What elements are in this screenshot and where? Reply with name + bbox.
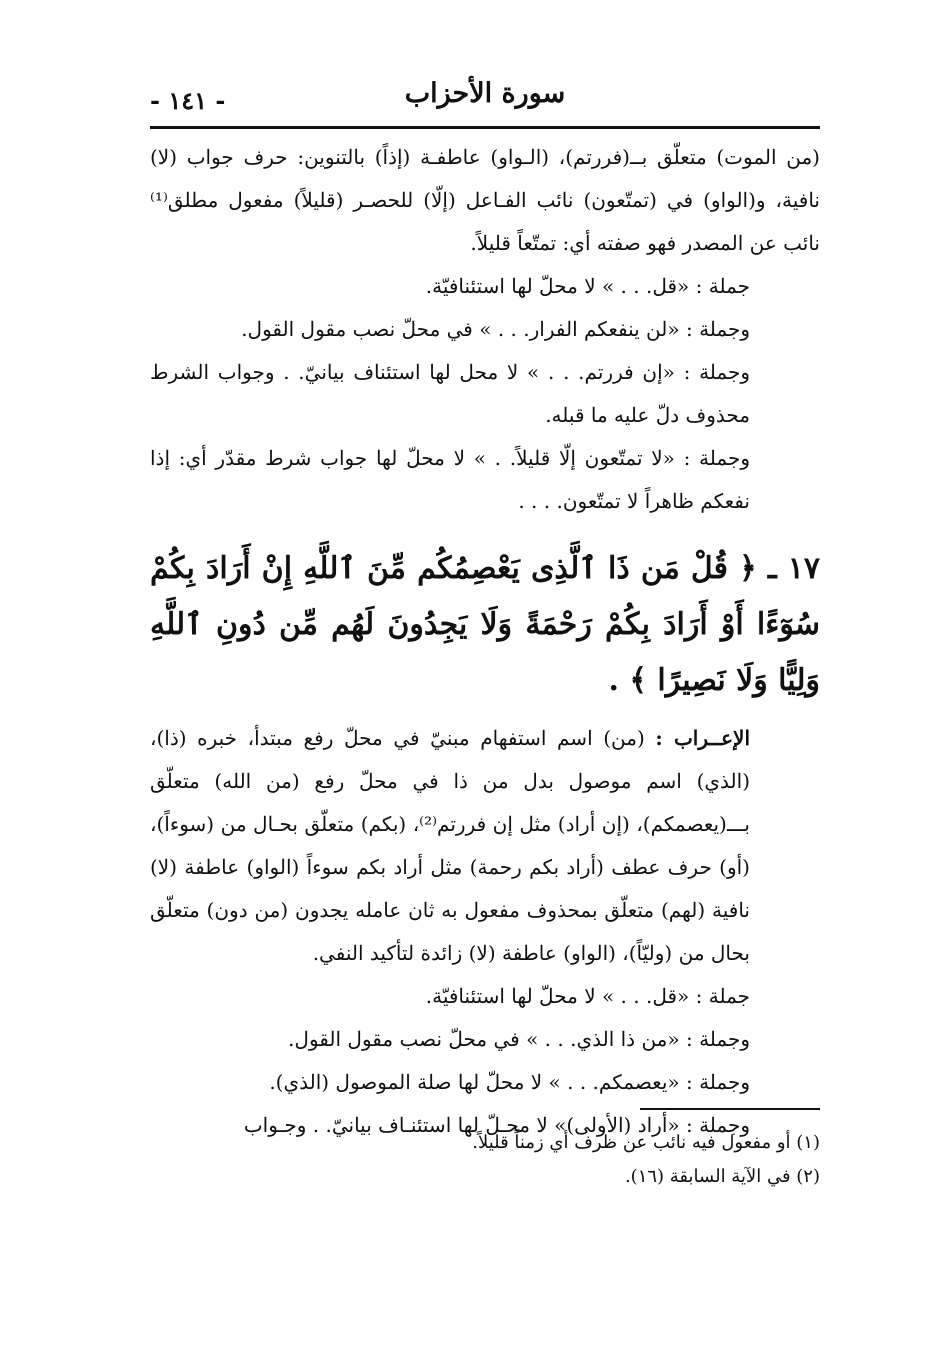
intro-paragraph: (من الموت) متعلّق بــ(فررتم)، (الـواو) عاطفـة (إذاً) بالتنوين: حرف جواب (لا) نافية، و(الواو) في (تمتّعون) نائب الفـاعل (إلّا) للحصـر (قليلاً) مفعول مطلق⁽¹⁾ نائب عن المصدر فهو صفته أي: تمتّعاً قليلاً. bbox=[150, 145, 820, 255]
sentence-analysis-3: وجملة : «إن فررتم. . . » لا محل لها استئناف بيانيّ. . وجواب الشرط محذوف دلّ عليه ما قبله. bbox=[150, 360, 750, 427]
sentence-analysis-7: وجملة : «يعصمكم. . . » لا محلّ لها صلة الموصول (الذي). bbox=[269, 1070, 750, 1094]
main-text bbox=[150, 136, 820, 1147]
sentence-analysis-1: جملة : «قل. . . » لا محلّ لها استئنافيّة. bbox=[425, 274, 750, 298]
irab-paragraph bbox=[150, 717, 820, 975]
footnote-rule bbox=[640, 1108, 820, 1110]
footnotes bbox=[150, 1126, 820, 1194]
sentence-analysis-6: وجملة : «من ذا الذي. . . » في محلّ نصب مقول القول. bbox=[288, 1027, 750, 1051]
sentence-analysis-5: جملة : «قل. . . » لا محلّ لها استئنافيّة. bbox=[425, 984, 750, 1008]
sentence-analysis-4: وجملة : «لا تمتّعون إلّا قليلاً. . » لا محلّ لها جواب شرط مقدّر أي: إذا نفعكم ظاهراً لا تمتّعون. . . . bbox=[150, 446, 750, 513]
page-number: - ١٤١ - bbox=[150, 86, 226, 115]
footnote-1: (١) أو مفعول فيه نائب عن ظرف أي زمناً قليلاً. bbox=[472, 1132, 820, 1153]
page-title: سورة الأحزاب bbox=[404, 78, 566, 109]
quran-verse: ١٧ ـ ﴿ قُلْ مَن ذَا ٱلَّذِى يَعْصِمُكُم مِّنَ ٱللَّهِ إِنْ أَرَادَ بِكُمْ سُوٓءًا أَوْ أَرَادَ بِكُمْ رَحْمَةً وَلَا يَجِدُونَ لَهُم مِّن دُونِ ٱللَّهِ وَلِيًّا وَلَا نَصِيرًا ﴾ . bbox=[150, 551, 820, 698]
irab-label: الإعــراب : bbox=[655, 726, 750, 750]
header-rule bbox=[150, 126, 820, 129]
irab-text: (من) اسم استفهام مبنيّ في محلّ رفع مبتدأ، خبره (ذا)، (الذي) اسم موصول بدل من ذا في محلّ رفع (من الله) متعلّق بـــ(يعصمكم)، (إن أراد) مثل إن فررتم⁽²⁾، (بكم) متعلّق بحـال من (سوءاً)، (أو) حرف عطف (أراد بكم رحمة) مثل أراد بكم سوءاً (الواو) عاطفة (لا) نافية (لهم) متعلّق بمحذوف مفعول به ثان عامله يجدون (من دون) متعلّق بحال من (وليّاً)، (الواو) عاطفة (لا) زائدة لتأكيد النفي. bbox=[150, 726, 750, 965]
page-header bbox=[150, 78, 820, 128]
footnote-2: (٢) في الآية السابقة (١٦). bbox=[624, 1166, 820, 1187]
sentence-analysis-8: وجملة : «أراد (الأولى)» لا محـلّ لها استئنـاف بيانيّ. . وجـواب bbox=[243, 1113, 750, 1137]
sentence-analysis-2: وجملة : «لن ينفعكم الفرار. . . » في محلّ نصب مقول القول. bbox=[241, 317, 750, 341]
